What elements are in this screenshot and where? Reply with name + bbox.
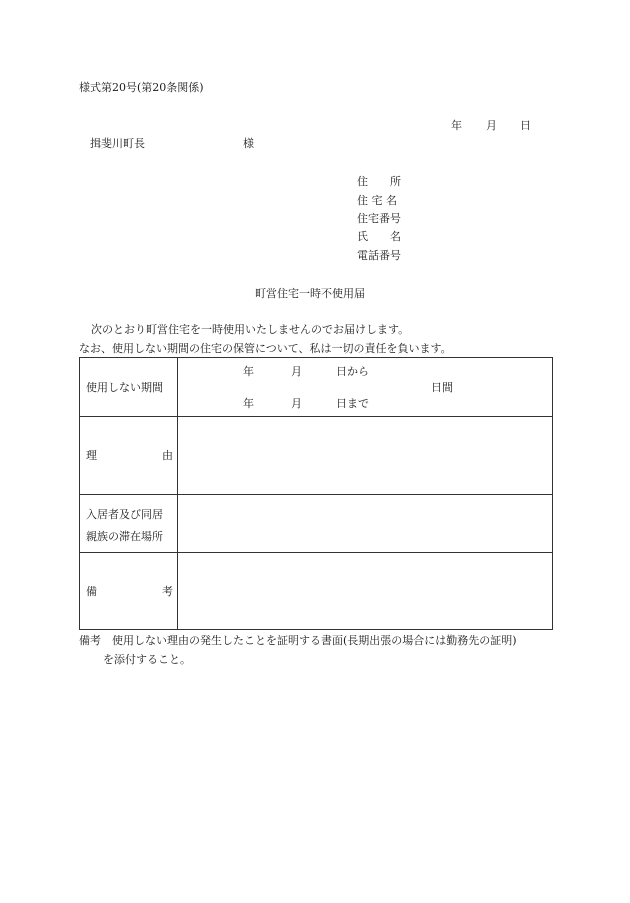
field-housing-number-label: 住宅番号 [357,212,401,225]
remarks-label-left: 備 [86,585,97,598]
document-title: 町営住宅一時不使用届 [255,287,365,300]
field-address-label: 住 所 [357,175,401,188]
form-number: 様式第20号(第20条関係) [79,81,204,94]
period-from-day: 日から [336,365,369,378]
stay-label-line-2: 親族の滞在場所 [86,530,163,543]
period-to-day: 日まで [336,397,369,410]
table-row-reason [80,417,552,495]
period-days: 日間 [431,381,453,394]
remarks-label-cell [80,553,178,629]
period-from-year: 年 [243,365,254,378]
field-phone-label: 電話番号 [357,249,401,262]
period-from-month: 月 [291,365,302,378]
reason-label-cell [80,417,178,494]
period-label: 使用しない期間 [86,381,163,394]
note-line-1: 備考 使用しない理由の発生したことを証明する書面(長期出張の場合には勤務先の証明) [79,634,517,647]
remarks-label-right: 考 [162,585,173,598]
addressee-name: 揖斐川町長 [90,137,145,150]
period-to-month: 月 [291,397,302,410]
table-row-period [80,358,552,417]
reason-label-right: 由 [162,449,173,462]
stay-label-cell [80,495,178,552]
date-month: 月 [486,119,497,132]
table-row-stay [80,495,552,553]
table-row-remarks [80,553,552,629]
note-line-2: を添付すること。 [103,653,191,666]
date-year: 年 [451,119,462,132]
addressee-honorific: 様 [243,137,254,150]
stay-label-line-1: 入居者及び同居 [86,508,163,521]
period-to-year: 年 [243,397,254,410]
field-housing-name-label: 住 宅 名 [357,194,397,207]
body-line-2: なお、使用しない期間の住宅の保管について、私は一切の責任を負います。 [79,342,452,355]
reason-label-left: 理 [86,449,97,462]
period-label-cell [80,358,178,416]
notification-table [79,357,553,630]
field-name-label: 氏 名 [357,230,401,243]
date-day: 日 [520,119,531,132]
body-line-1: 次のとおり町営住宅を一時使用いたしませんのでお届けします。 [91,323,410,336]
